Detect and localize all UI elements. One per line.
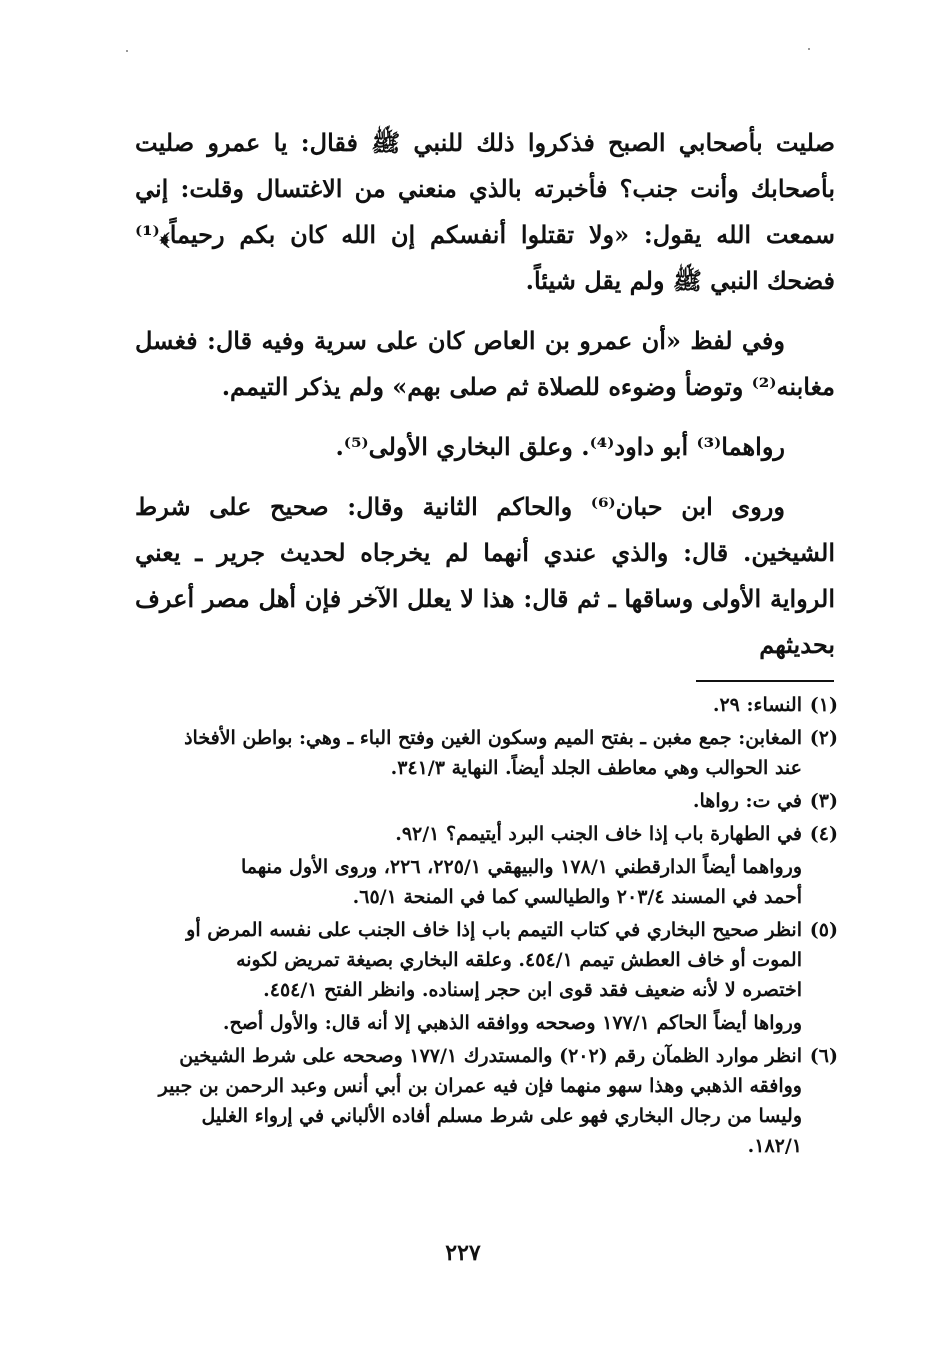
footnote-text: انظر صحيح البخاري في كتاب التيمم باب إذا خاف الجنب على نفسه المرض أو الموت أو خاف العطش تيمم ٤٥٤/١. وعلقه البخاري بصيغة تمريض لكونه اختصره لا لأنه ضعيف فقد قوى ابن حجر إسناده. وانظر الفتح ٤٥٤/١.: [186, 919, 802, 1001]
footnotes: [135, 690, 838, 1164]
footnote-4: [135, 819, 838, 849]
footnote-2: [135, 723, 838, 783]
footnote-number: (٤): [809, 823, 838, 845]
footnote-number: (١): [809, 694, 838, 716]
footnote-number: (٥): [809, 919, 838, 941]
footnote-text: النساء: ٢٩.: [712, 694, 802, 716]
footnote-3: [135, 786, 838, 816]
footnote-5: [135, 915, 838, 1005]
main-paragraph: رواهما⁽³⁾ أبو داود⁽⁴⁾. وعلق البخاري الأولى⁽⁵⁾.: [335, 432, 785, 461]
footnote-separator: [696, 680, 834, 682]
scan-speck: [808, 48, 810, 50]
footnote-text: في الطهارة باب إذا خاف الجنب البرد أيتيمم؟ ٩٢/١.: [395, 823, 802, 845]
footnote-4-continuation: ورواهما أيضاً الدارقطني ١٧٨/١ والبيهقي ٢٢٥/١، ٢٢٦، وروى الأول منهما أحمد في المسند ٢٠٣/٤ والطيالسي كما في المنحة ٦٥/١.: [241, 856, 802, 908]
footnote-6: [135, 1041, 838, 1161]
main-paragraph: صليت بأصحابي الصبح فذكروا ذلك للنبي ﷺ فقال: يا عمرو صليت بأصحابك وأنت جنب؟ فأخبرته بالذي منعني من الاغتسال وقلت: إني سمعت الله يقول: «ولا تقتلوا أنفسكم إن الله كان بكم رحيماً﴾⁽¹⁾ فضحك النبي ﷺ ولم يقل شيئاً.: [135, 128, 835, 295]
footnote-number: (٢): [809, 727, 838, 749]
footnote-text: المغابن: جمع مغبن ـ بفتح الميم وسكون الغين وفتح الباء ـ وهي: بواطن الأفخاذ عند الحوالب وهي معاطف الجلد أيضاً. النهاية ٣٤١/٣.: [184, 727, 802, 779]
footnote-text: في ت: رواها.: [692, 790, 802, 812]
main-text-block: [135, 120, 835, 682]
footnote-5-continuation: ورواها أيضاً الحاكم ١٧٧/١ وصححه ووافقه الذهبي إلا أنه قال: والأول أصح.: [222, 1012, 802, 1034]
footnote-1: [135, 690, 838, 720]
page-number: ٢٢٧: [445, 1240, 481, 1266]
footnote-number: (٦): [809, 1045, 838, 1067]
footnote-number: (٣): [809, 790, 838, 812]
footnote-text: انظر موارد الظمآن رقم (٢٠٢) والمستدرك ١٧٧/١ وصححه على شرط الشيخين ووافقه الذهبي وهذا سهو منهما فإن فيه عمران بن أبي أنس وعبد الرحمن بن جبير وليسا من رجال البخاري فهو على شرط مسلم أفاده الألباني في إرواء الغليل ١٨٢/١.: [158, 1045, 802, 1157]
main-paragraph: وفي لفظ «أن عمرو بن العاص كان على سرية وفيه قال: فغسل مغابنه⁽²⁾ وتوضأ وضوءه للصلاة ثم صلى بهم» ولم يذكر التيمم.: [135, 326, 835, 401]
main-paragraph: وروى ابن حبان⁽⁶⁾ والحاكم الثانية وقال: صحيح على شرط الشيخين. قال: والذي عندي أنهما لم يخرجاه لحديث جرير ـ يعني الرواية الأولى وساقها ـ ثم قال: هذا لا يعلل الآخر فإن أهل مصر أعرف بحديثهم: [135, 492, 835, 659]
scan-speck: [126, 50, 128, 52]
